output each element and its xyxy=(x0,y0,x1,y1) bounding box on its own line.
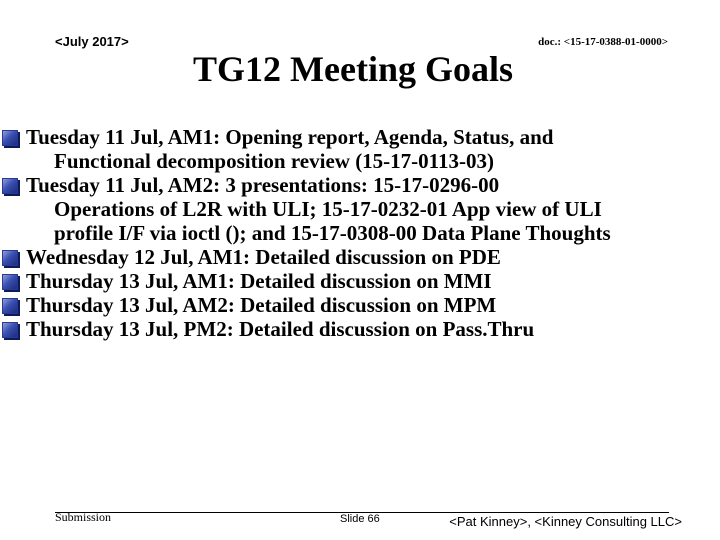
bullet-item xyxy=(2,173,702,245)
slide-number: Slide 66 xyxy=(340,513,380,525)
bullet-line: Thursday 13 Jul, PM2: Detailed discussion on Pass.Thru xyxy=(26,317,535,341)
checkbox-bullet-icon xyxy=(2,274,18,290)
checkbox-bullet-icon xyxy=(2,322,18,338)
checkbox-bullet-icon xyxy=(2,130,18,146)
footer-submission: Submission xyxy=(55,510,112,524)
bullet-item xyxy=(2,293,702,317)
bullet-line: Tuesday 11 Jul, AM1: Opening report, Agenda, Status, and xyxy=(26,125,554,149)
bullet-line: Wednesday 12 Jul, AM1: Detailed discussion on PDE xyxy=(26,245,501,269)
document-number: doc.: <15-17-0388-01-0000> xyxy=(538,36,668,48)
slide-title: TG12 Meeting Goals xyxy=(193,49,513,89)
bullet-item xyxy=(2,269,702,293)
bullet-item xyxy=(2,245,702,269)
bullet-line: Functional decomposition review (15-17-0113-03) xyxy=(54,149,494,173)
bullet-item xyxy=(2,317,702,341)
bullet-line: Thursday 13 Jul, AM1: Detailed discussion on MMI xyxy=(26,269,492,293)
bullet-list xyxy=(2,125,702,341)
checkbox-bullet-icon xyxy=(2,250,18,266)
bullet-line: Thursday 13 Jul, AM2: Detailed discussion on MPM xyxy=(26,293,497,317)
checkbox-bullet-icon xyxy=(2,178,18,194)
bullet-line: profile I/F via ioctl (); and 15-17-0308-00 Data Plane Thoughts xyxy=(54,221,611,245)
footer-author: <Pat Kinney>, <Kinney Consulting LLC> xyxy=(449,514,682,529)
checkbox-bullet-icon xyxy=(2,298,18,314)
bullet-line: Operations of L2R with ULI; 15-17-0232-01 App view of ULI xyxy=(54,197,602,221)
bullet-item xyxy=(2,125,702,173)
bullet-line: Tuesday 11 Jul, AM2: 3 presentations: 15-17-0296-00 xyxy=(26,173,500,197)
header-date: <July 2017> xyxy=(55,34,129,49)
